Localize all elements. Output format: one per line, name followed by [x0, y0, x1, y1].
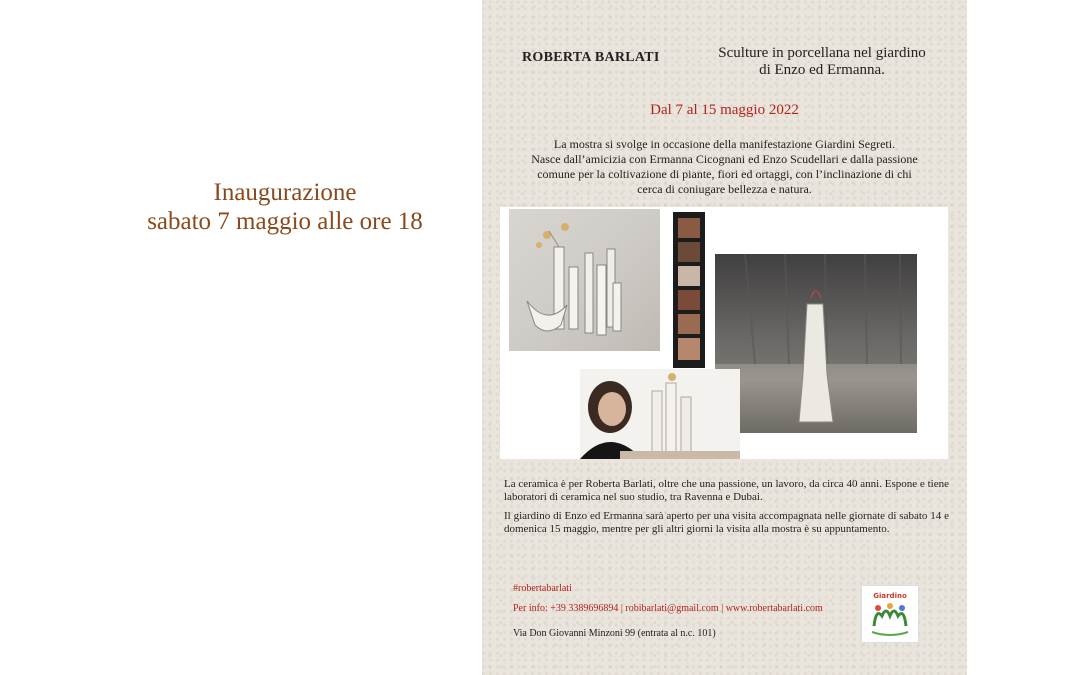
about-artist-paragraph: La ceramica è per Roberta Barlati, oltre che una passione, un lavoro, da circa 40 anni. Espone e tiene laboratori di ceramica nel suo studio, tra Ravenna e Dubai.	[504, 478, 949, 503]
address-text: Via Don Giovanni Minzoni 99 (entrata al n.c. 101)	[513, 628, 716, 639]
exhibition-subtitle	[692, 45, 952, 79]
intro-line-3: comune per la coltivazione di piante, fiori ed ortaggi, con l’inclinazione di chi	[537, 167, 912, 181]
vases-sculpture-photo	[509, 209, 660, 351]
inauguration-date: sabato 7 maggio alle ore 18	[147, 208, 423, 235]
figure-sculpture-photo	[715, 254, 917, 433]
photo-collage	[500, 207, 948, 459]
intro-line-4: cerca di coniugare bellezza e natura.	[637, 182, 812, 196]
hashtag-link[interactable]: #robertabarlati	[513, 583, 572, 594]
garden-visit-paragraph: Il giardino di Enzo ed Ermanna sarà aperto per una visita accompagnata nelle giornate di sabato 14 e domenica 15 maggio, mentre per gli altri giorni la visita alla mostra è su appuntamento.	[504, 510, 949, 535]
artist-name: ROBERTA BARLATI	[522, 50, 660, 65]
inauguration-title: Inaugurazione	[213, 179, 357, 206]
artist-portrait-photo	[580, 369, 740, 459]
intro-line-1: La mostra si svolge in occasione della manifestazione Giardini Segreti.	[553, 137, 896, 151]
exhibition-flyer	[482, 0, 967, 675]
subtitle-line-2: di Enzo ed Ermanna.	[759, 62, 885, 78]
tiles-strip-photo	[673, 212, 705, 368]
logo-text: Giardino	[873, 592, 907, 600]
intro-line-2: Nasce dall’amicizia con Ermanna Cicognani ed Enzo Scudellari e dalla passione	[531, 152, 918, 166]
contact-info[interactable]: Per info: +39 3389696894 | robibarlati@gmail.com | www.robertabarlati.com	[513, 603, 823, 614]
intro-paragraph	[502, 137, 947, 197]
exhibition-dates: Dal 7 al 15 maggio 2022	[650, 102, 799, 118]
subtitle-line-1: Sculture in porcellana nel giardino	[718, 45, 926, 61]
giardino-logo	[861, 585, 919, 643]
inauguration-notice	[60, 178, 510, 236]
